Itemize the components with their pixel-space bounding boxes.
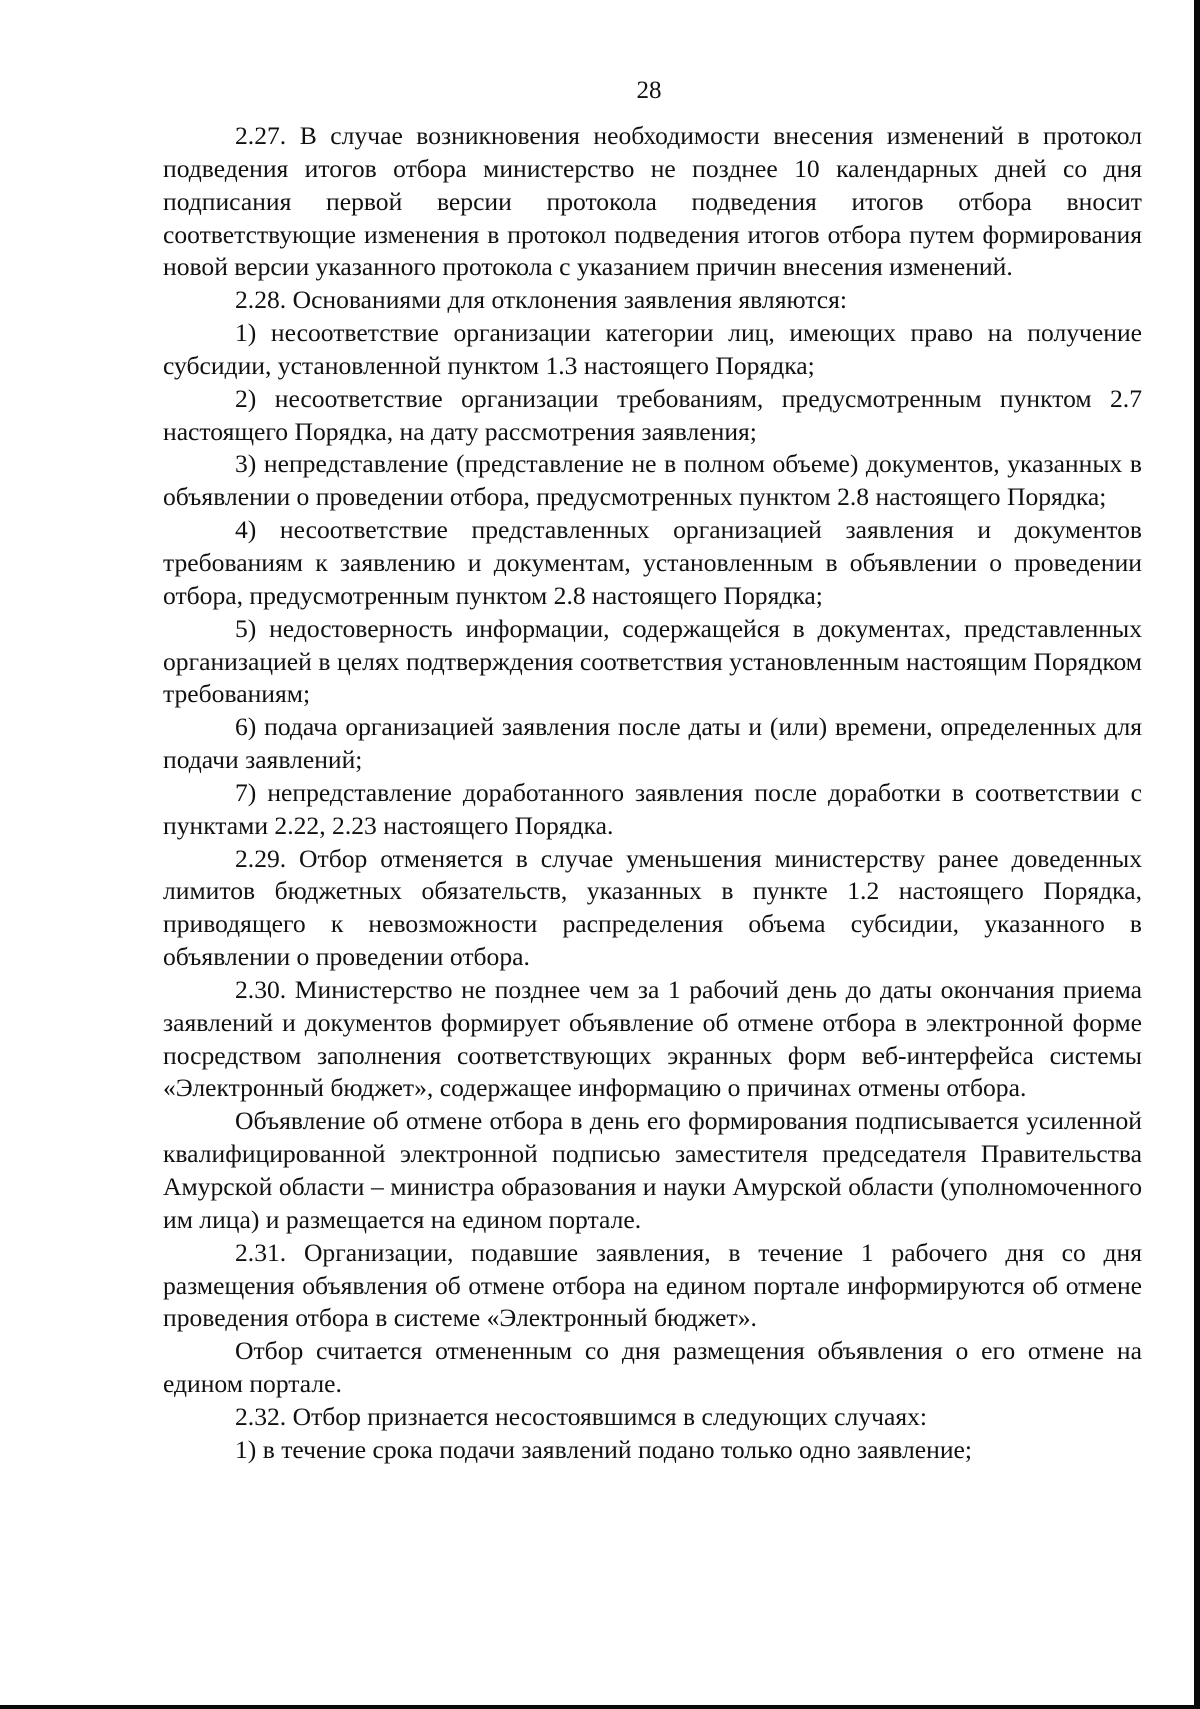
- paragraph-2-27: 2.27. В случае возникновения необходимости внесения изменений в протокол подведения итогов отбора министерство не позднее 10 календарных дней со дня подписания первой версии протокола подведения итогов отбора вносит соответствующие изменения в протокол подведения итогов отбора путем формирования новой версии указанного протокола с указанием причин внесения изменений.: [163, 121, 1142, 282]
- paragraph-2-28: 2.28. Основаниями для отклонения заявления являются:: [235, 285, 847, 315]
- document-body: [163, 120, 1142, 1467]
- paragraph-cancellation-signing: Объявление об отмене отбора в день его формирования подписывается усиленной квалифицированной электронной подписью заместителя председателя Правительства Амурской области – министра образования и науки Амурской области (уполномоченного им лица) и размещается на едином портале.: [163, 1106, 1142, 1234]
- paragraph-2-32: 2.32. Отбор признается несостоявшимся в следующих случаях:: [235, 1401, 928, 1431]
- list-item-2-32-1: 1) в течение срока подачи заявлений подано только одно заявление;: [235, 1434, 973, 1464]
- list-item-4: 4) несоответствие представленных организацией заявления и документов требованиям к заявлению и документам, установленным в объявлении о проведении отбора, предусмотренным пунктом 2.8 настоящего Порядка;: [163, 515, 1142, 610]
- scan-edge-bottom: [0, 1705, 1200, 1709]
- list-item-7: 7) непредставление доработанного заявления после доработки в соответствии с пунктами 2.22, 2.23 настоящего Порядка.: [163, 777, 1142, 840]
- paragraph-cancellation-effective: Отбор считается отмененным со дня размещения объявления о его отмене на едином портале.: [163, 1336, 1142, 1399]
- scan-edge-right: [1194, 0, 1200, 1709]
- list-item-2: 2) несоответствие организации требованиям, предусмотренным пунктом 2.7 настоящего Порядка, на дату рассмотрения заявления;: [163, 383, 1142, 446]
- paragraph-2-29: 2.29. Отбор отменяется в случае уменьшения министерству ранее доведенных лимитов бюджетных обязательств, указанных в пункте 1.2 настоящего Порядка, приводящего к невозможности распределения объема субсидии, указанного в объявлении о проведении отбора.: [163, 843, 1142, 972]
- paragraph-2-30: 2.30. Министерство не позднее чем за 1 рабочий день до даты окончания приема заявлений и документов формирует объявление об отмене отбора в электронной форме посредством заполнения соответствующих экранных форм веб-интерфейса системы «Электронный бюджет», содержащее информацию о причинах отмены отбора.: [163, 974, 1142, 1103]
- page-number: 28: [636, 77, 662, 104]
- list-item-5: 5) недостоверность информации, содержащейся в документах, представленных организацией в целях подтверждения соответствия установленным настоящим Порядком требованиям;: [163, 613, 1142, 709]
- list-item-1: 1) несоответствие организации категории лиц, имеющих право на получение субсидии, установленной пунктом 1.3 настоящего Порядка;: [163, 318, 1142, 380]
- paragraph-2-31: 2.31. Организации, подавшие заявления, в течение 1 рабочего дня со дня размещения объявления об отмене отбора на едином портале информируются об отмене проведения отбора в системе «Электронный бюджет».: [163, 1237, 1142, 1333]
- list-item-6: 6) подача организацией заявления после даты и (или) времени, определенных для подачи заявлений;: [163, 712, 1142, 775]
- list-item-3: 3) непредставление (представление не в полном объеме) документов, указанных в объявлении о проведении отбора, предусмотренных пунктом 2.8 настоящего Порядка;: [163, 449, 1142, 512]
